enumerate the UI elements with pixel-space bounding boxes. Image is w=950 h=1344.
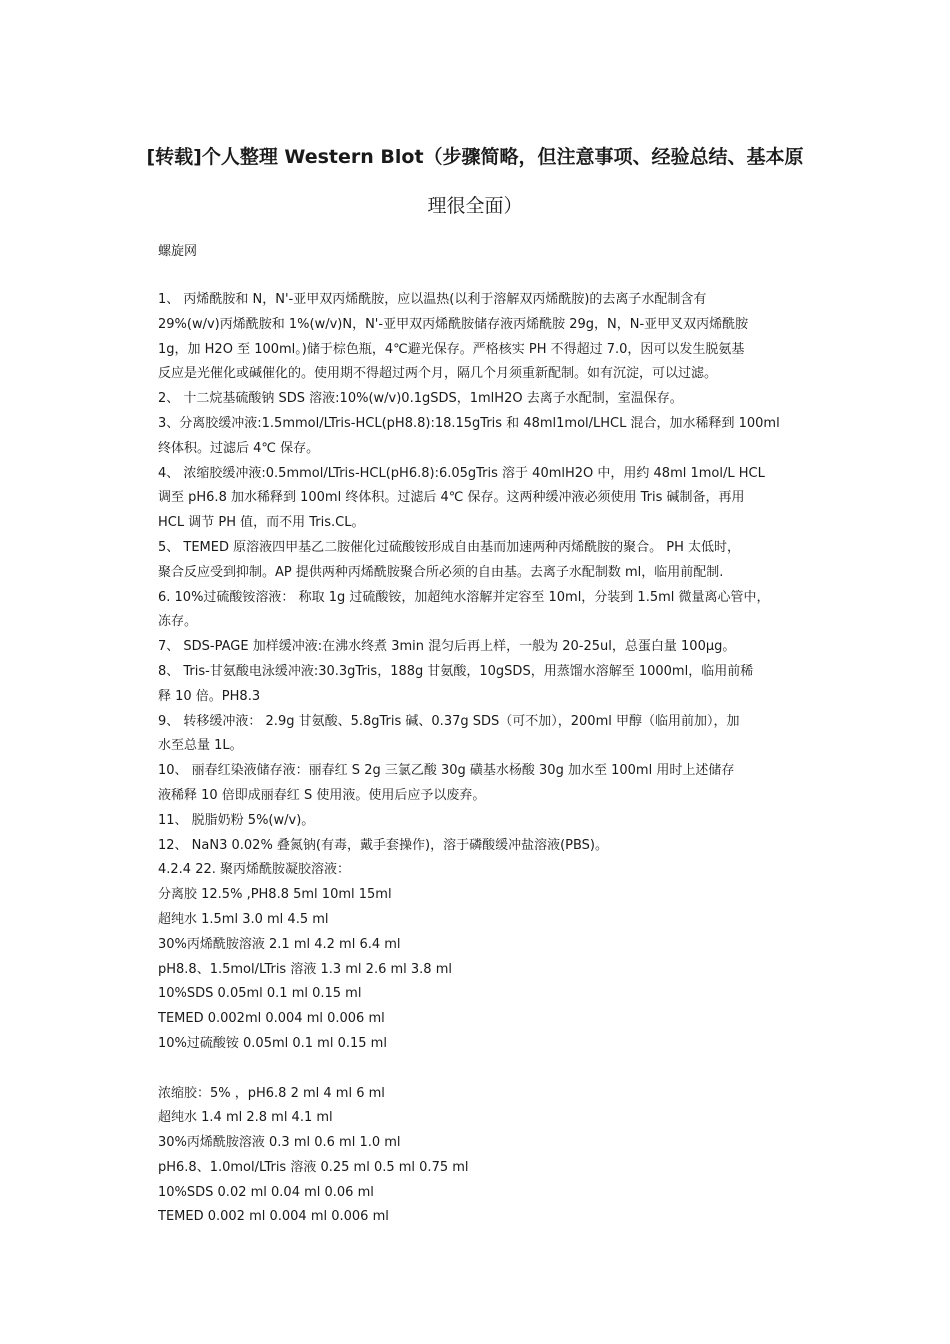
- text-line: 11、 脱脂奶粉 5%(w/v)。: [158, 812, 315, 828]
- text-line: 29%(w/v)丙烯酰胺和 1%(w/v)N，N'-亚甲双丙烯酰胺储存液丙烯酰胺 29g，N，N-亚甲叉双丙烯酰胺: [158, 316, 749, 332]
- text-line: 10%SDS 0.02 ml 0.04 ml 0.06 ml: [158, 1184, 374, 1200]
- document-title-continued: 理很全面）: [427, 195, 523, 217]
- text-line: 4、 浓缩胶缓冲液:0.5mmol/LTris-HCL(pH6.8):6.05gTris 溶于 40mlH2O 中，用约 48ml 1mol/L HCL: [158, 465, 765, 481]
- text-line: 7、 SDS-PAGE 加样缓冲液:在沸水终煮 3min 混匀后再上样，一般为 20-25ul，总蛋白量 100μg。: [158, 639, 736, 655]
- text-line: TEMED 0.002 ml 0.004 ml 0.006 ml: [158, 1209, 389, 1225]
- text-line: TEMED 0.002ml 0.004 ml 0.006 ml: [158, 1011, 385, 1027]
- text-line: 30%丙烯酰胺溶液 0.3 ml 0.6 ml 1.0 ml: [158, 1135, 401, 1151]
- text-line: 3、分离胶缓冲液:1.5mmol/LTris-HCL(pH8.8):18.15gTris 和 48ml1mol/LHCL 混合，加水稀释到 100ml: [158, 415, 780, 431]
- blank-line: [158, 1057, 794, 1082]
- text-line: 浓缩胶：5% ，pH6.8 2 ml 4 ml 6 ml: [158, 1085, 385, 1101]
- text-line: 5、 TEMED 原溶液四甲基乙二胺催化过硫酸铵形成自由基而加速两种丙烯酰胺的聚合。 PH 太低时，: [158, 539, 741, 555]
- document-body: [158, 288, 794, 1230]
- text-line: 10、 丽春红染液储存液：丽春红 S 2g 三氯乙酸 30g 磺基水杨酸 30g 加水至 100ml 用时上述储存: [158, 763, 735, 779]
- text-line: 12、 NaN3 0.02% 叠氮钠(有毒，戴手套操作)，溶于磷酸缓冲盐溶液(PBS)。: [158, 837, 608, 853]
- document-title: [转载]个人整理 Western Blot（步骤简略，但注意事项、经验总结、基本原: [146, 146, 804, 168]
- text-line: 30%丙烯酰胺溶液 2.1 ml 4.2 ml 6.4 ml: [158, 936, 401, 952]
- text-line: 4.2.4 22. 聚丙烯酰胺凝胶溶液：: [158, 862, 351, 878]
- text-line: 10%过硫酸铵 0.05ml 0.1 ml 0.15 ml: [158, 1035, 387, 1051]
- text-line: 聚合反应受到抑制。AP 提供两种丙烯酰胺聚合所必须的自由基。去离子水配制数 ml，临用前配制.: [158, 564, 724, 580]
- text-line: pH6.8、1.0mol/LTris 溶液 0.25 ml 0.5 ml 0.75 ml: [158, 1159, 469, 1175]
- text-line: 8、 Tris-甘氨酸电泳缓冲液:30.3gTris，188g 甘氨酸，10gSDS，用蒸馏水溶解至 1000ml，临用前稀: [158, 663, 754, 679]
- text-line: 10%SDS 0.05ml 0.1 ml 0.15 ml: [158, 986, 362, 1002]
- text-line: 反应是光催化或碱催化的。使用期不得超过两个月，隔几个月须重新配制。如有沉淀，可以过滤。: [158, 366, 718, 382]
- text-line: 分离胶 12.5% ,PH8.8 5ml 10ml 15ml: [158, 887, 392, 903]
- text-line: pH8.8、1.5mol/LTris 溶液 1.3 ml 2.6 ml 3.8 ml: [158, 961, 452, 977]
- text-line: 超纯水 1.5ml 3.0 ml 4.5 ml: [158, 911, 329, 927]
- source-label: 螺旋网: [158, 244, 198, 259]
- text-line: 水至总量 1L。: [158, 738, 243, 754]
- text-line: 1、 丙烯酰胺和 N，N'-亚甲双丙烯酰胺，应以温热(以利于溶解双丙烯酰胺)的去离子水配制含有: [158, 292, 707, 307]
- text-line: 9、 转移缓冲液： 2.9g 甘氨酸、5.8gTris 碱、0.37g SDS（可不加），200ml 甲醇（临用前加），加: [158, 713, 740, 729]
- text-line: 释 10 倍。PH8.3: [158, 688, 261, 704]
- text-line: 液稀释 10 倍即成丽春红 S 使用液。使用后应予以废弃。: [158, 787, 486, 803]
- text-line: 超纯水 1.4 ml 2.8 ml 4.1 ml: [158, 1110, 333, 1126]
- text-line: 调至 pH6.8 加水稀释到 100ml 终体积。过滤后 4℃ 保存。这两种缓冲液必须使用 Tris 碱制备，再用: [158, 490, 745, 506]
- text-line: 终体积。过滤后 4℃ 保存。: [158, 440, 320, 456]
- text-line: 冻存。: [158, 614, 198, 630]
- text-line: 6. 10%过硫酸铵溶液： 称取 1g 过硫酸铵，加超纯水溶解并定容至 10ml，分装到 1.5ml 微量离心管中，: [158, 589, 770, 605]
- text-line: HCL 调节 PH 值，而不用 Tris.CL。: [158, 515, 365, 531]
- text-line: 2、 十二烷基硫酸钠 SDS 溶液:10%(w/v)0.1gSDS，1mlH2O 去离子水配制，室温保存。: [158, 391, 683, 407]
- text-line: 1g，加 H2O 至 100ml。)储于棕色瓶，4℃避光保存。严格核实 PH 不得超过 7.0，因可以发生脱氨基: [158, 341, 745, 357]
